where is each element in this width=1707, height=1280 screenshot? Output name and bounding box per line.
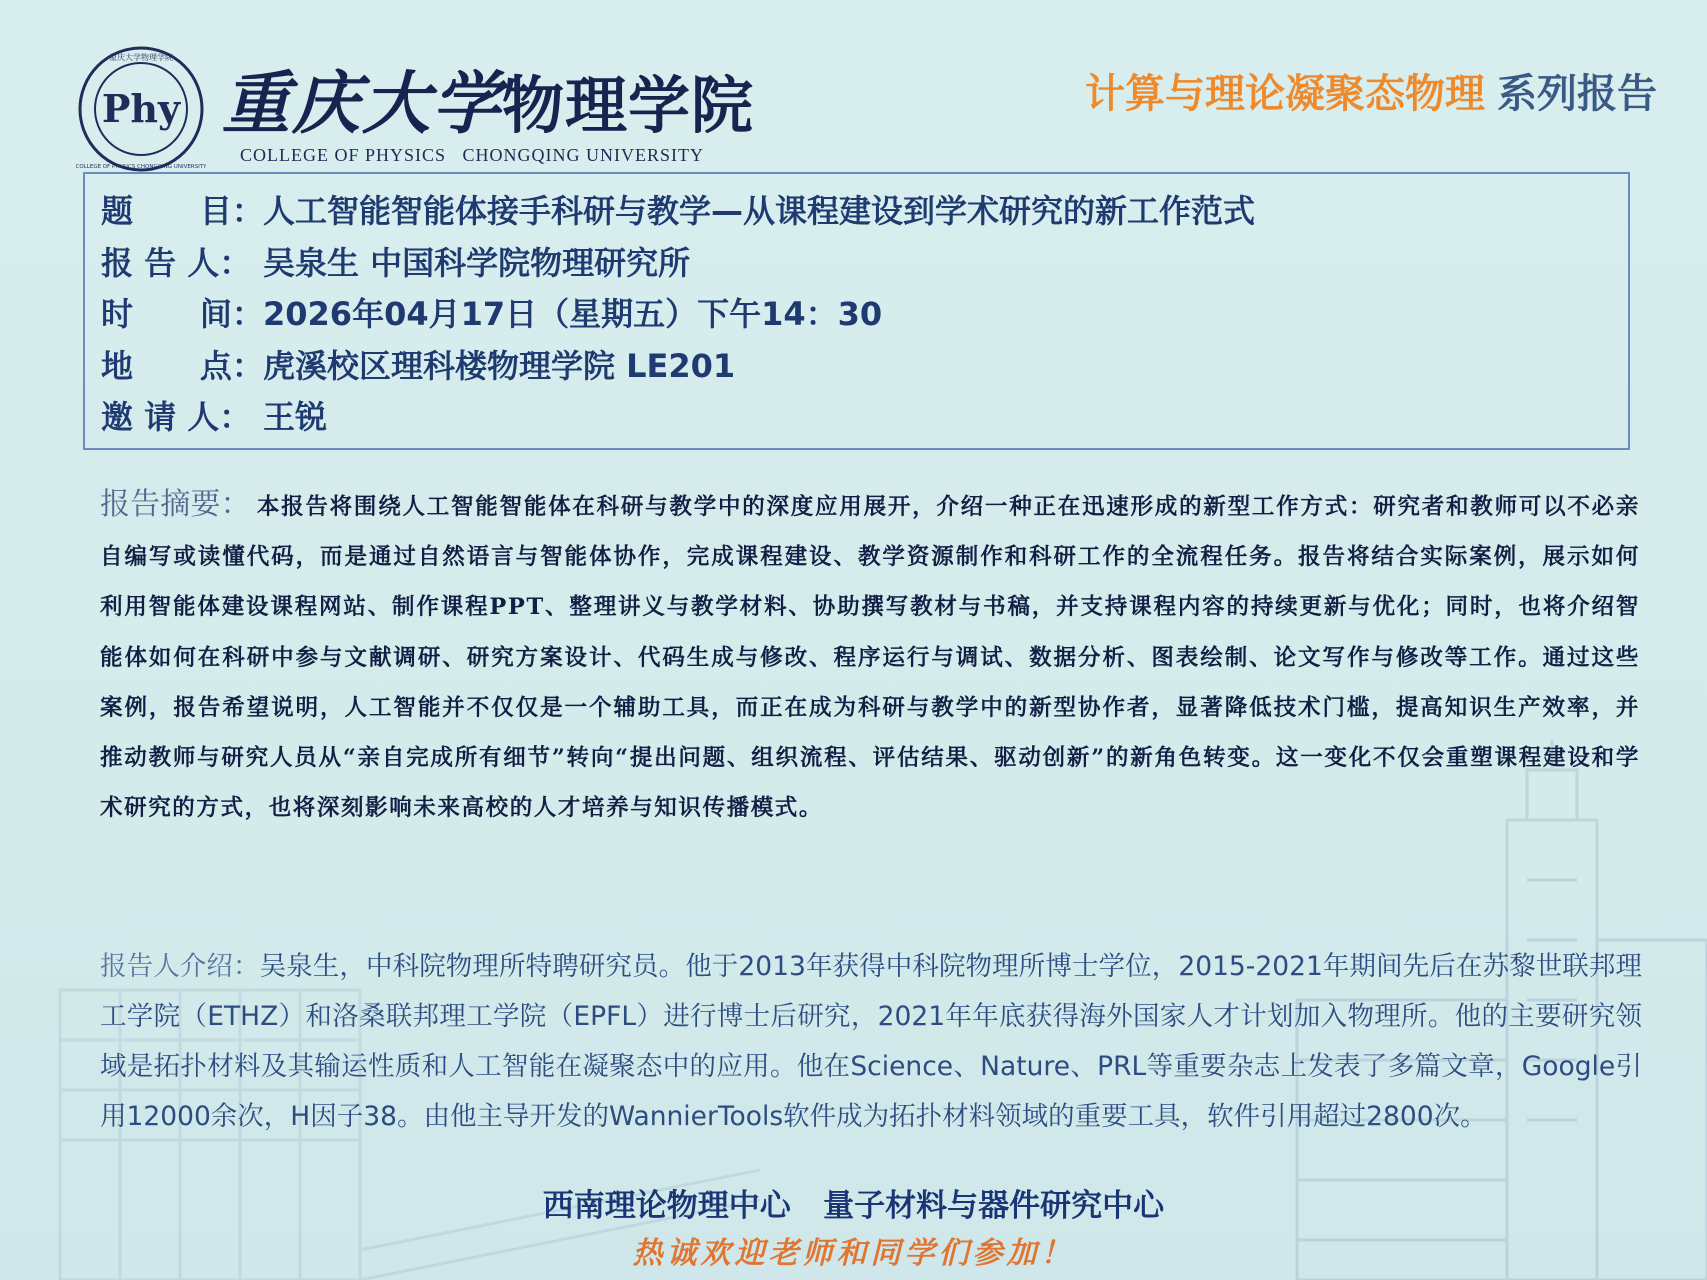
logo-ring-top: 重庆大学物理学院 <box>109 53 173 62</box>
host: 王锐 <box>263 398 328 436</box>
logo-monogram: Phy <box>101 86 181 131</box>
talk-time: 2026年04月17日（星期五）下午14：30 <box>263 295 883 333</box>
college-logo <box>76 44 206 174</box>
info-row-location <box>101 341 1628 393</box>
abstract-label: 报告摘要： <box>100 487 251 522</box>
info-label: 报 告 人： <box>101 243 252 282</box>
abstract <box>100 480 1640 833</box>
speaker: 吴泉生 中国科学院物理研究所 <box>263 243 691 282</box>
series-title-main: 计算与理论凝聚态物理 <box>1085 71 1485 117</box>
info-label: 地 点： <box>101 346 264 385</box>
talk-info-box <box>83 172 1630 450</box>
college-name: 物理学院 <box>502 69 755 142</box>
info-row-time <box>101 289 1628 341</box>
talk-location: 虎溪校区理科楼物理学院 LE201 <box>263 346 736 385</box>
bio-text: 吴泉生，中科院物理所特聘研究员。他于2013年获得中科院物理所博士学位，2015-2021年期间先后在苏黎世联邦理工学院（ETHZ）和洛桑联邦理工学院（EPFL）进行博士后研究，2021年年底获得海外国家人才计划加入物理所。他的主要研究领域是拓扑材料及其输运性质和人工智能在凝聚态中的应用。他在Science、Nature、PRL等重要杂志上发表了多篇文章，Google引用12000余次，H因子38。由他主导开发的WannierTools软件成为拓扑材料领域的重要工具，软件引用超过2800次。 <box>100 951 1643 1132</box>
organizer-centers: 西南理论物理中心 量子材料与器件研究中心 <box>542 1188 1165 1224</box>
info-row-speaker <box>101 238 1628 290</box>
college-english-name: COLLEGE OF PHYSICS CHONGQING UNIVERSITY <box>240 145 705 165</box>
speaker-bio <box>100 942 1642 1142</box>
series-title-tail: 系列报告 <box>1497 71 1657 117</box>
info-row-title <box>101 186 1628 238</box>
welcome-message: 热诚欢迎老师和同学们参加！ <box>632 1236 1075 1271</box>
talk-title: 人工智能智能体接手科研与教学—从课程建设到学术研究的新工作范式 <box>263 192 1256 230</box>
logo-ring-bottom: COLLEGE OF PHYSICS CHONGQING UNIVERSITY <box>76 164 206 170</box>
info-label: 题 目： <box>101 192 264 230</box>
bio-label: 报告人介绍： <box>100 951 260 982</box>
physics-seal-icon <box>76 44 206 174</box>
series-title <box>1085 62 1657 119</box>
abstract-text: 本报告将围绕人工智能智能体在科研与教学中的深度应用展开，介绍一种正在迅速形成的新型工作方式：研究者和教师可以不必亲自编写或读懂代码，而是通过自然语言与智能体协作，完成课程建设、教学资源制作和科研工作的全流程任务。报告将结合实际案例，展示如何利用智能体建设课程网站、制作课程PPT、整理讲义与教学材料、协助撰写教材与书稿，并支持课程内容的持续更新与优化；同时，也将介绍智能体如何在科研中参与文献调研、研究方案设计、代码生成与修改、程序运行与调试、数据分析、图表绘制、论文写作与修改等工作。通过这些案例，报告希望说明，人工智能并不仅仅是一个辅助工具，而正在成为科研与教学中的新型协作者，显著降低技术门槛，提高知识生产效率，并推动教师与研究人员从“亲自完成所有细节”转向“提出问题、组织流程、评估结果、驱动创新”的新角色转变。这一变化不仅会重塑课程建设和学术研究的方式，也将深刻影响未来高校的人才培养与知识传播模式。 <box>100 494 1641 822</box>
university-name: 重庆大学 <box>222 64 503 144</box>
info-label: 时 间： <box>101 295 264 333</box>
info-row-host <box>101 392 1628 444</box>
info-label: 邀 请 人： <box>101 398 252 436</box>
